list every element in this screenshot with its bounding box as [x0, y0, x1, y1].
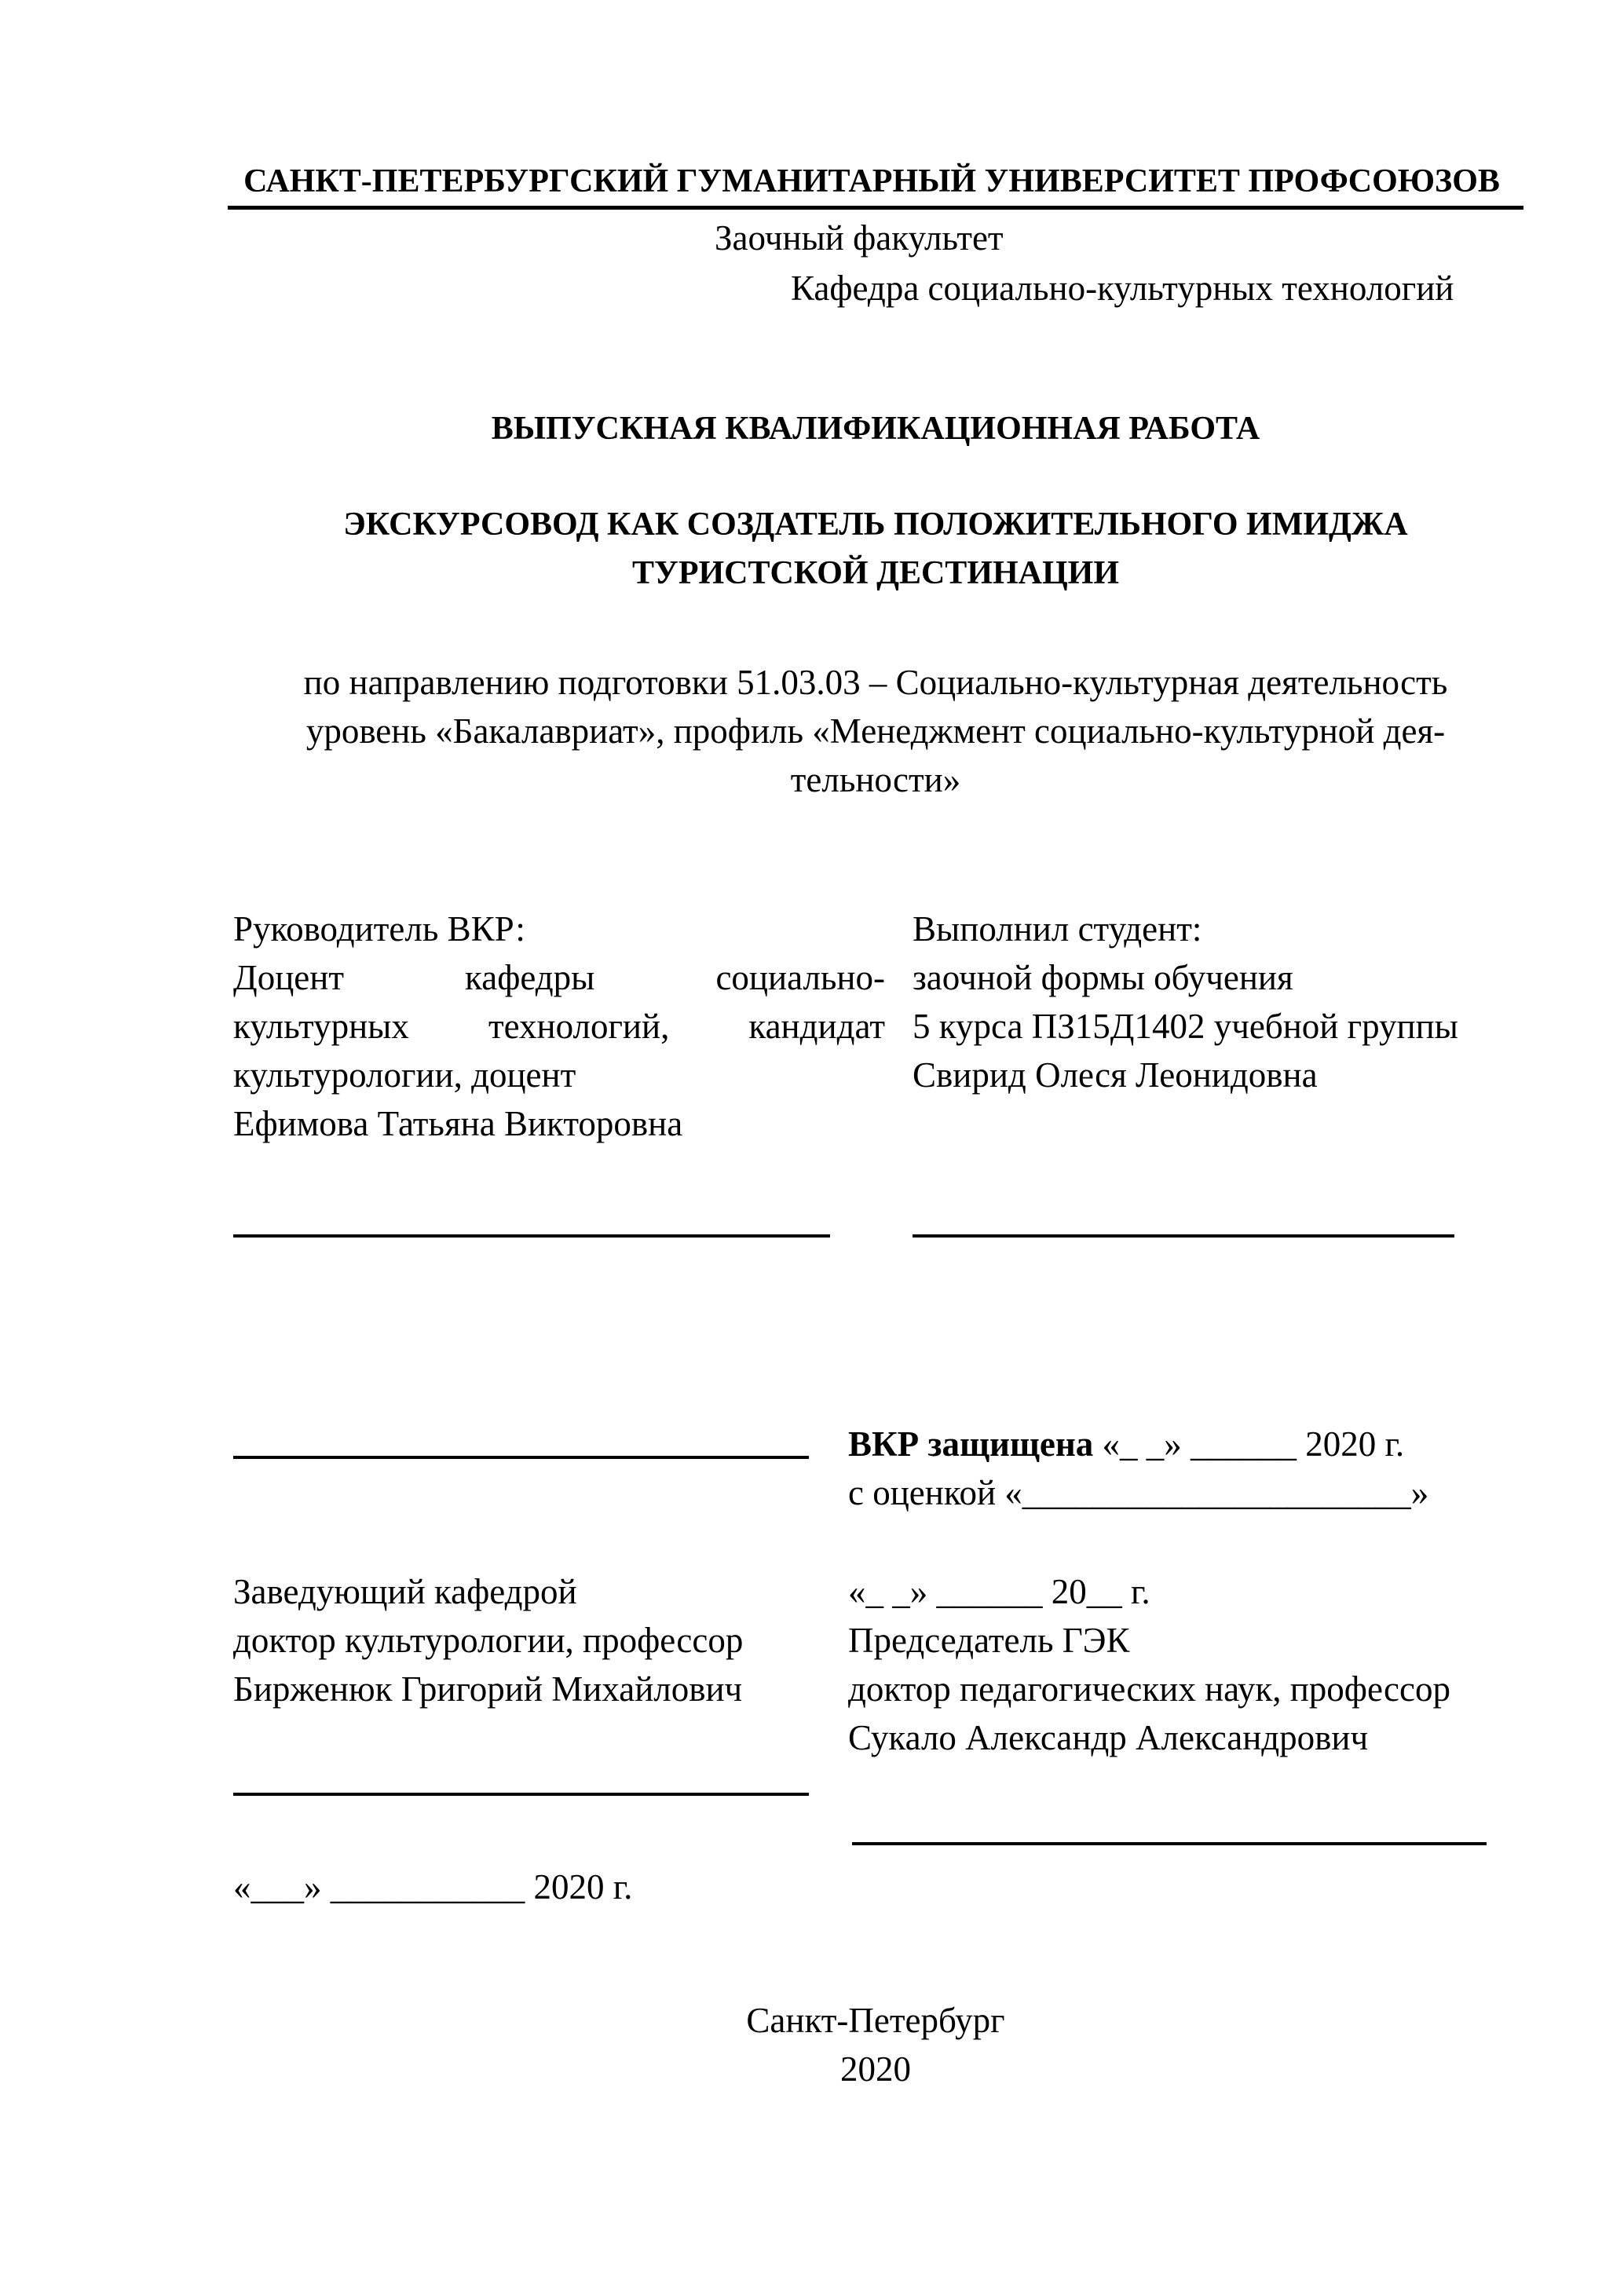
- head-name: Бирженюк Григорий Михайлович: [233, 1669, 743, 1709]
- defense-date-line: [848, 1420, 1404, 1468]
- chair-signature-line: [852, 1842, 1487, 1845]
- thesis-title-line-1: ЭКСКУРСОВОД КАК СОЗДАТЕЛЬ ПОЛОЖИТЕЛЬНОГО ИМИДЖА: [343, 506, 1408, 543]
- university-name: САНКТ-ПЕТЕРБУРГСКИЙ ГУМАНИТАРНЫЙ УНИВЕРСИТЕТ ПРОФСОЮЗОВ: [243, 163, 1500, 199]
- supervisor-position-line-2: культурных технологий, кандидат: [233, 1007, 885, 1046]
- student-group: 5 курса ПЗ15Д1402 учебной группы: [913, 1007, 1458, 1046]
- head-signature-date: «___» ___________ 2020 г.: [233, 1867, 633, 1907]
- chair-name: Сукало Александр Александрович: [848, 1718, 1369, 1757]
- chair-date: «_ _» ______ 20__ г.: [848, 1572, 1150, 1611]
- defense-grade: с оценкой «______________________»: [848, 1473, 1429, 1512]
- faculty-name: Заочный факультет: [715, 218, 1004, 258]
- city: Санкт-Петербург: [746, 2001, 1005, 2040]
- student-label: Выполнил студент:: [913, 909, 1202, 949]
- work-type-heading: ВЫПУСКНАЯ КВАЛИФИКАЦИОННАЯ РАБОТА: [491, 411, 1260, 447]
- defended-date: «_ _» ______ 2020 г.: [1102, 1424, 1405, 1464]
- direction-line-2: уровень «Бакалавриат», профиль «Менеджмент социально-культурной дея-: [305, 711, 1446, 751]
- supervisor-name: Ефимова Татьяна Викторовна: [233, 1104, 683, 1143]
- student-name: Свирид Олеся Леонидовна: [913, 1055, 1318, 1095]
- supervisor-signature-line: [233, 1234, 830, 1238]
- student-signature-line: [913, 1234, 1454, 1238]
- supervisor-position-line-1: Доцент кафедры социально-: [233, 958, 885, 997]
- thesis-title-line-2: ТУРИСТСКОЙ ДЕСТИНАЦИИ: [631, 555, 1119, 591]
- head-label: Заведующий кафедрой: [233, 1572, 577, 1611]
- chair-label: Председатель ГЭК: [848, 1621, 1130, 1660]
- head-signature-line: [233, 1793, 809, 1796]
- header-rule: [228, 206, 1523, 210]
- student-study-form: заочной формы обучения: [913, 958, 1293, 997]
- supervisor-label: Руководитель ВКР:: [233, 909, 525, 949]
- defense-signature-line: [233, 1456, 809, 1459]
- supervisor-position-line-3: культурологии, доцент: [233, 1055, 576, 1095]
- defended-label: ВКР защищена: [848, 1424, 1094, 1464]
- direction-line-1: по направлению подготовки 51.03.03 – Социально-культурная деятельность: [303, 663, 1448, 702]
- head-degree: доктор культурологии, профессор: [233, 1621, 744, 1660]
- department-name: Кафедра социально-культурных технологий: [791, 269, 1454, 308]
- year: 2020: [840, 2049, 911, 2089]
- direction-line-3: тельности»: [790, 760, 961, 799]
- chair-degree: доктор педагогических наук, профессор: [848, 1669, 1450, 1709]
